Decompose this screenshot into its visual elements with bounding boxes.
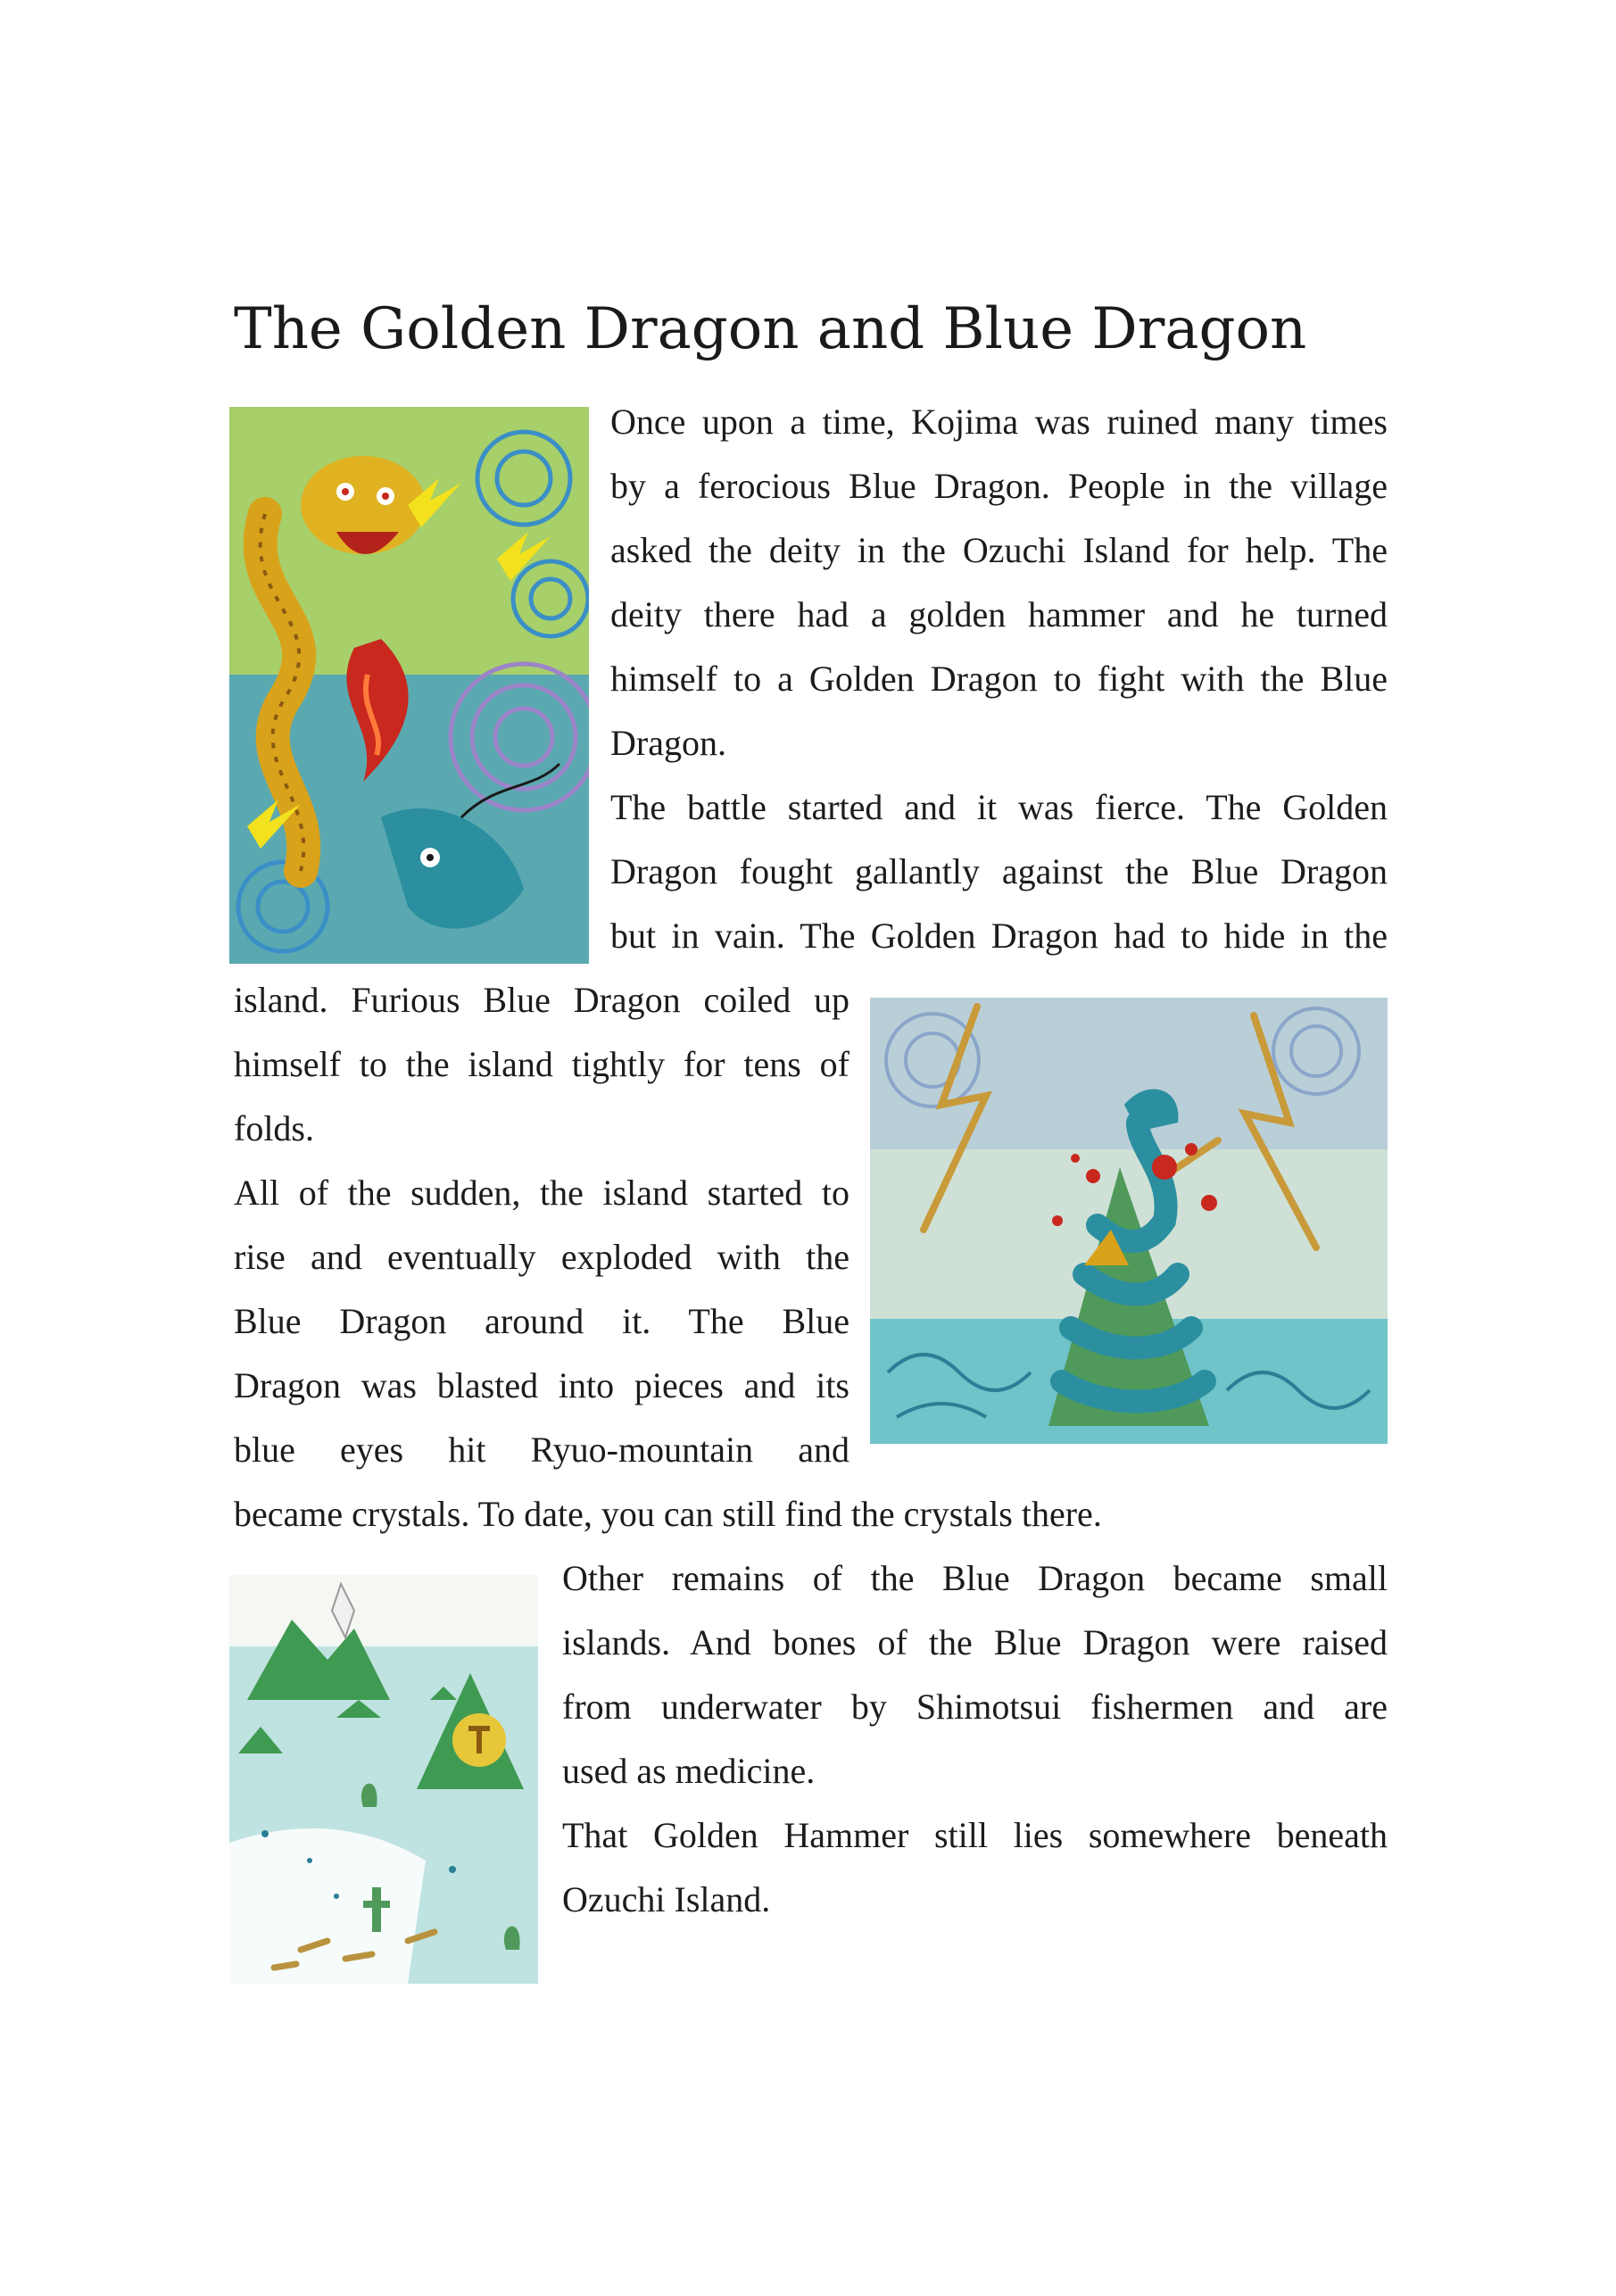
- text-line: by a ferocious Blue Dragon. People in the village: [610, 466, 1388, 506]
- text-line: Dragon was blasted into pieces and its: [234, 1365, 849, 1405]
- island-explosion-illustration: [870, 998, 1388, 1444]
- text-line: deity there had a golden hammer and he turned: [610, 594, 1388, 634]
- text-line: Ozuchi Island.: [562, 1879, 771, 1919]
- text-line: islands. And bones of the Blue Dragon were raised: [562, 1622, 1388, 1662]
- text-line: Once upon a time, Kojima was ruined many times: [610, 402, 1388, 442]
- text-line: folds.: [234, 1108, 314, 1148]
- text-line: Blue Dragon around it. The Blue: [234, 1301, 849, 1341]
- page-title: The Golden Dragon and Blue Dragon: [234, 296, 1307, 362]
- blue-dragon-coiled-island-icon: [870, 998, 1388, 1444]
- text-line: himself to the island tightly for tens of: [234, 1044, 849, 1084]
- text-line: himself to a Golden Dragon to fight with the Blue: [610, 659, 1388, 699]
- text-line: blue eyes hit Ryuo-mountain and: [234, 1430, 849, 1470]
- text-line: That Golden Hammer still lies somewhere beneath: [562, 1815, 1388, 1855]
- text-line: used as medicine.: [562, 1751, 816, 1791]
- text-line: island. Furious Blue Dragon coiled up: [234, 980, 849, 1020]
- text-line: Dragon fought gallantly against the Blue Dragon: [610, 851, 1388, 891]
- golden-and-blue-dragon-battle-icon: [229, 407, 589, 964]
- text-line: but in vain. The Golden Dragon had to hide in the: [610, 916, 1388, 956]
- small-islands-and-bones-icon: [229, 1575, 538, 1984]
- text-line: rise and eventually exploded with the: [234, 1237, 849, 1277]
- dragons-battle-illustration: [229, 407, 589, 964]
- small-islands-illustration: [229, 1575, 538, 1984]
- text-line: Dragon.: [610, 723, 726, 763]
- text-line: became crystals. To date, you can still find the crystals there.: [234, 1494, 1102, 1534]
- text-line: The battle started and it was fierce. The Golden: [610, 787, 1388, 827]
- text-line: asked the deity in the Ozuchi Island for help. The: [610, 530, 1388, 570]
- text-line: All of the sudden, the island started to: [234, 1173, 849, 1213]
- text-line: from underwater by Shimotsui fishermen and are: [562, 1687, 1388, 1727]
- text-line: Other remains of the Blue Dragon became small: [562, 1558, 1388, 1598]
